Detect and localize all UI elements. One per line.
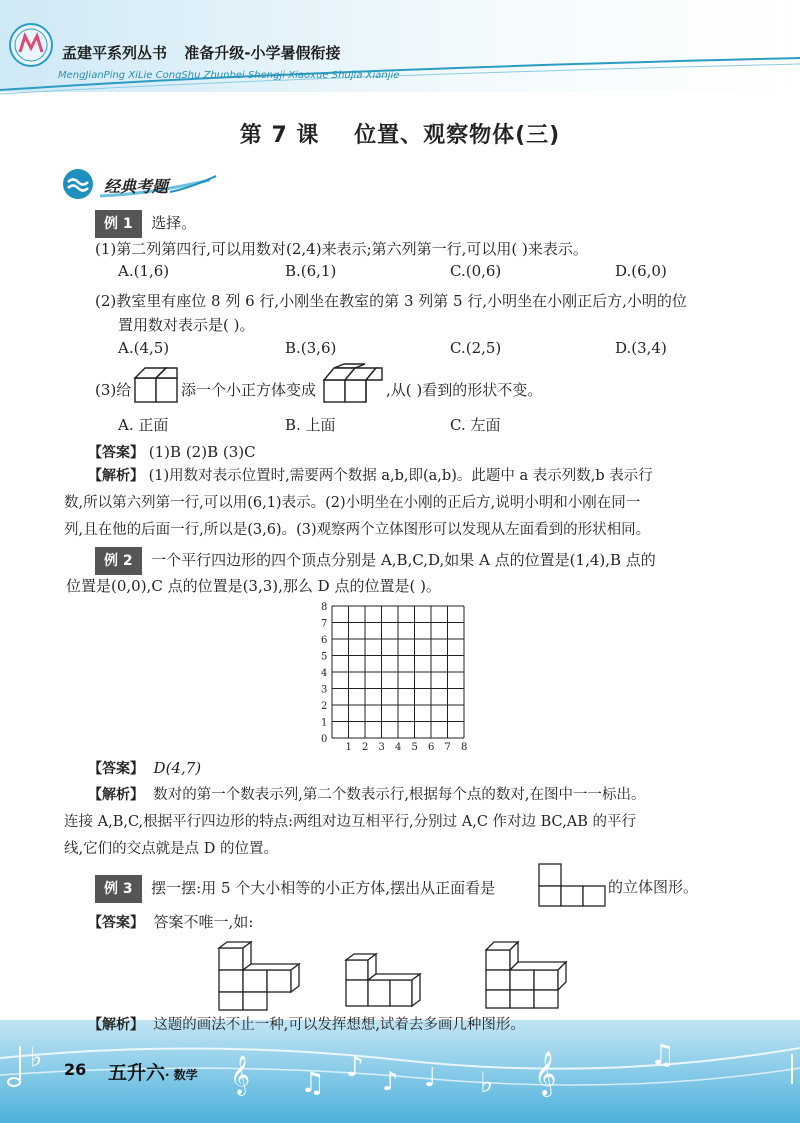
x-tick-label: 7 xyxy=(444,742,451,753)
lesson-title xyxy=(0,118,800,149)
y-tick-label: 1 xyxy=(321,717,328,729)
y-tick-label: 8 xyxy=(321,602,328,613)
answer-label: 【答案】 xyxy=(88,445,144,461)
example1-q3-options xyxy=(0,414,800,438)
analysis-label: 【解析】 xyxy=(88,468,144,484)
example2-line2: 位置是(0,0),C 点的位置是(3,3),那么 D 点的位置是( )。 xyxy=(66,577,441,595)
example1-analysis xyxy=(64,463,768,544)
q3-option-a: A. 正面 xyxy=(118,416,169,434)
example1-q2-options xyxy=(0,339,800,363)
series-subtitle: 准备升级-小学暑假衔接 xyxy=(184,44,341,62)
example3-text: 摆一摆:用 5 个大小相等的小正方体,摆出从正面看是 xyxy=(151,879,496,897)
example2-analysis xyxy=(64,782,778,863)
y-tick-label: 3 xyxy=(321,684,328,696)
x-tick-label: 1 xyxy=(345,742,352,753)
answer-text: (1)B (2)B (3)C xyxy=(148,443,256,461)
example1-tag: 例 1 xyxy=(95,210,142,238)
answer-figure-2 xyxy=(342,948,434,1010)
front-view-figure xyxy=(538,862,608,908)
coordinate-grid xyxy=(318,598,478,756)
example1-q3-suffix: ,从( )看到的形状不变。 xyxy=(386,381,543,399)
y-tick-label: 7 xyxy=(321,618,328,630)
x-tick-label: 2 xyxy=(362,742,369,753)
footer-grade xyxy=(108,1058,198,1085)
answer-figure-3 xyxy=(482,938,578,1010)
example3-line xyxy=(95,875,495,903)
answer-text: D(4,7) xyxy=(153,759,202,777)
x-tick-label: 3 xyxy=(378,742,385,753)
series-title xyxy=(62,42,340,63)
example2-text: 一个平行四边形的四个顶点分别是 A,B,C,D,如果 A 点的位置是(1,4),B 点的 xyxy=(151,551,656,569)
analysis-line: 线,它们的交点就是点 D 的位置。 xyxy=(64,841,278,857)
svg-text:𝄞: 𝄞 xyxy=(534,1051,557,1095)
example3-suffix: 的立体图形。 xyxy=(608,878,699,896)
example1-prompt: 选择。 xyxy=(151,214,197,232)
y-tick-label: 5 xyxy=(321,651,328,663)
lesson-number: 第 7 课 xyxy=(239,123,320,148)
analysis-line: (1)用数对表示位置时,需要两个数据 a,b,即(a,b)。此题中 a 表示列数,b 表示行 xyxy=(148,468,653,484)
example1-q1-options xyxy=(0,262,800,286)
q2-option-a: A.(4,5) xyxy=(118,339,170,357)
q3-option-c: C. 左面 xyxy=(450,416,501,434)
x-tick-label: 8 xyxy=(461,742,468,753)
svg-text:♭: ♭ xyxy=(30,1043,43,1073)
example3-answer xyxy=(88,910,253,935)
svg-text:♩: ♩ xyxy=(424,1063,437,1093)
lesson-name: 位置、观察物体(三) xyxy=(354,123,561,148)
q1-option-d: D.(6,0) xyxy=(615,262,667,280)
q2-option-b: B.(3,6) xyxy=(285,339,337,357)
series-name: 孟建平系列丛书 xyxy=(62,44,168,62)
example1-answer xyxy=(88,440,256,465)
q1-option-a: A.(1,6) xyxy=(118,262,170,280)
q3-option-b: B. 上面 xyxy=(285,416,336,434)
svg-text:♭: ♭ xyxy=(480,1066,494,1099)
subject-text: · 数学 xyxy=(165,1068,198,1082)
example2-line1 xyxy=(95,547,656,575)
answer-figure-1 xyxy=(215,938,305,1012)
q2-option-d: D.(3,4) xyxy=(615,339,667,357)
example1-q2-line2: 置用数对表示是( )。 xyxy=(118,316,255,334)
grade-text: 五升六 xyxy=(108,1062,166,1084)
example2-tag: 例 2 xyxy=(95,547,142,575)
analysis-label: 【解析】 xyxy=(88,1017,144,1033)
example1-q2-line1: (2)教室里有座位 8 列 6 行,小刚坐在教室的第 3 列第 5 行,小明坐在小刚正后方,小明的位 xyxy=(95,292,687,310)
analysis-line: 列,且在他的后面一行,所以是(3,6)。(3)观察两个立体图形可以发现从左面看到的形状相同。 xyxy=(64,522,651,538)
y-tick-label: 4 xyxy=(321,668,328,679)
q1-option-c: C.(0,6) xyxy=(450,262,502,280)
analysis-line: 这题的画法不止一种,可以发挥想想,试着去多画几种图形。 xyxy=(153,1017,525,1033)
answer-label: 【答案】 xyxy=(88,761,144,777)
analysis-line: 连接 A,B,C,根据平行四边形的特点:两组对边互相平行,分别过 A,C 作对边 BC,AB 的平行 xyxy=(64,814,636,830)
svg-text:♪: ♪ xyxy=(382,1067,399,1097)
x-tick-label: 6 xyxy=(428,742,435,753)
cube-pair-figure xyxy=(133,362,179,406)
example3-tag: 例 3 xyxy=(95,875,142,903)
x-tick-label: 5 xyxy=(411,742,418,753)
svg-text:♪: ♪ xyxy=(346,1050,364,1083)
series-pinyin: MengJianPing XiLie CongShu Zhunbei Shengji-Xiaoxue Shujia Xianjie xyxy=(58,70,400,81)
q1-option-b: B.(6,1) xyxy=(285,262,337,280)
example1-q3-prefix: (3)给 xyxy=(95,381,132,399)
example3-analysis xyxy=(88,1012,525,1039)
logo-icon xyxy=(8,22,54,68)
analysis-line: 数对的第一个数表示列,第二个数表示行,根据每个点的数对,在图中一一标出。 xyxy=(153,787,646,803)
y-tick-label: 6 xyxy=(321,635,328,646)
svg-text:♫: ♫ xyxy=(300,1066,326,1099)
svg-text:𝄞: 𝄞 xyxy=(230,1055,251,1095)
svg-text:♫: ♫ xyxy=(650,1040,676,1071)
answer-label: 【答案】 xyxy=(88,915,144,931)
y-tick-label: 2 xyxy=(321,701,328,712)
example1-q1: (1)第二列第四行,可以用数对(2,4)来表示;第六列第一行,可以用( )来表示。 xyxy=(95,240,588,258)
x-tick-label: 4 xyxy=(395,742,402,753)
answer-text: 答案不唯一,如: xyxy=(153,913,254,931)
analysis-label: 【解析】 xyxy=(88,787,144,803)
example1-q3-middle: 添一个小正方体变成 xyxy=(181,381,317,399)
analysis-line: 数,所以第六列第一行,可以用(6,1)表示。(2)小明坐在小刚的正后方,说明小明和小刚在同一 xyxy=(64,495,641,511)
example2-answer xyxy=(88,756,201,781)
page-number: 26 xyxy=(64,1060,87,1079)
y-tick-label: 0 xyxy=(321,734,328,745)
q2-option-c: C.(2,5) xyxy=(450,339,502,357)
cube-triple-figure xyxy=(322,362,384,406)
example1-header xyxy=(95,210,196,238)
section-title: 经典考题 xyxy=(104,177,169,196)
